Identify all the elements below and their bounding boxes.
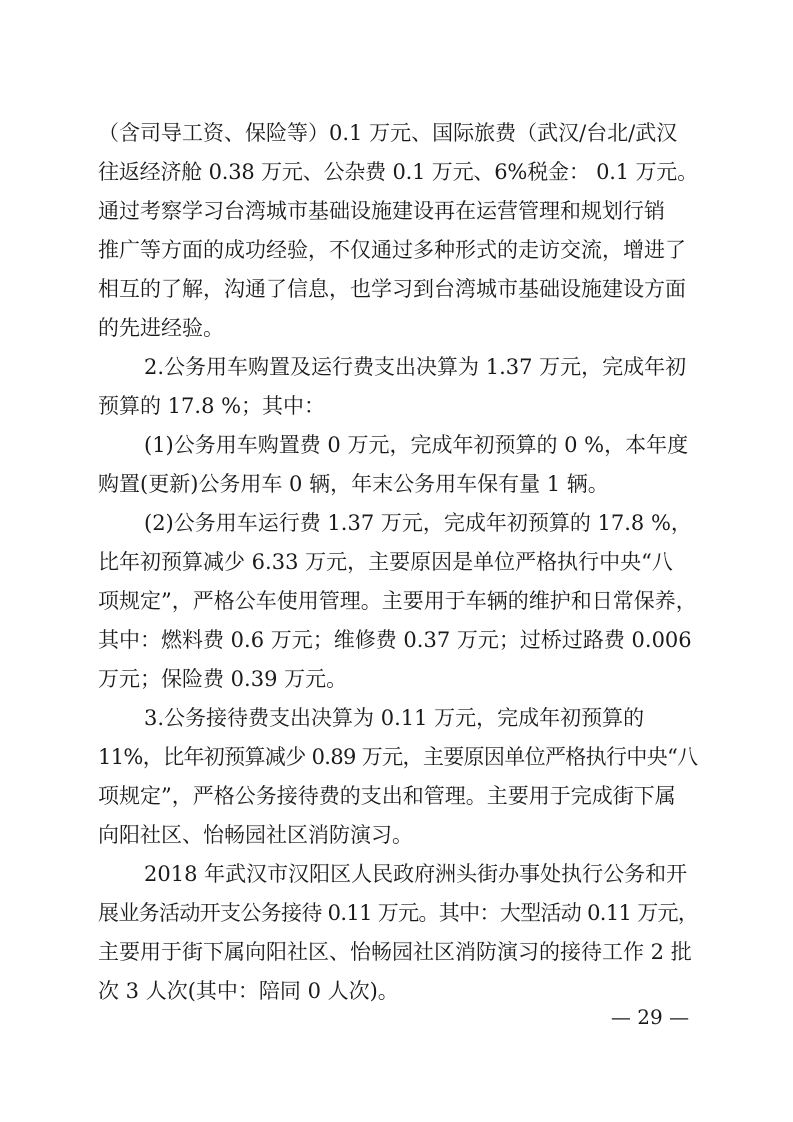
page-number: — 29 —: [610, 1005, 690, 1029]
paragraph-start: 2018 年武汉市汉阳区人民政府洲头街办事处执行公务和开: [144, 862, 688, 886]
text-line: 万元；保险费 0.39 万元。: [98, 667, 348, 691]
text-line: 向阳社区、怡畅园社区消防演习。: [98, 823, 413, 847]
paragraph-heading: 3.公务接待费支出决算为 0.11 万元，完成年初预算的: [144, 706, 645, 730]
text-line: 11%，比年初预算减少 0.89 万元，主要原因单位严格执行中央“八: [98, 745, 698, 769]
paragraph-heading: 2.公务用车购置及运行费支出决算为 1.37 万元，完成年初: [144, 355, 687, 379]
text-line: 的先进经验。: [98, 316, 224, 340]
text-line: 购置(更新)公务用车 0 辆，年末公务用车保有量 1 辆。: [98, 472, 609, 496]
text-line: 推广等方面的成功经验，不仅通过多种形式的走访交流，增进了: [98, 238, 686, 262]
list-item: (1)公务用车购置费 0 万元，完成年初预算的 0 %，本年度: [144, 433, 689, 457]
text-line: 往返经济舱 0.38 万元、公杂费 0.1 万元、6%税金： 0.1 万元。: [98, 160, 698, 184]
text-line: 比年初预算减少 6.33 万元，主要原因是单位严格执行中央“八: [98, 550, 673, 574]
list-item: (2)公务用车运行费 1.37 万元，完成年初预算的 17.8 %，: [144, 511, 692, 535]
text-line: 次 3 人次(其中：陪同 0 人次)。: [98, 979, 399, 1003]
text-line: 项规定”，严格公车使用管理。主要用于车辆的维护和日常保养，: [98, 589, 697, 613]
text-line: 展业务活动开支公务接待 0.11 万元。其中：大型活动 0.11 万元，: [98, 901, 699, 925]
text-line: 预算的 17.8 %；其中：: [98, 394, 326, 418]
text-line: 主要用于街下属向阳社区、怡畅园社区消防演习的接待工作 2 批: [98, 940, 692, 964]
text-line: 通过考察学习台湾城市基础设施建设再在运营管理和规划行销: [98, 199, 665, 223]
text-line: （含司导工资、保险等）0.1 万元、国际旅费（武汉/台北/武汉: [98, 121, 678, 145]
text-line: 其中：燃料费 0.6 万元；维修费 0.37 万元；过桥过路费 0.006: [98, 628, 692, 652]
text-line: 相互的了解，沟通了信息，也学习到台湾城市基础设施建设方面: [98, 277, 686, 301]
text-line: 项规定”，严格公务接待费的支出和管理。主要用于完成街下属: [98, 784, 676, 808]
